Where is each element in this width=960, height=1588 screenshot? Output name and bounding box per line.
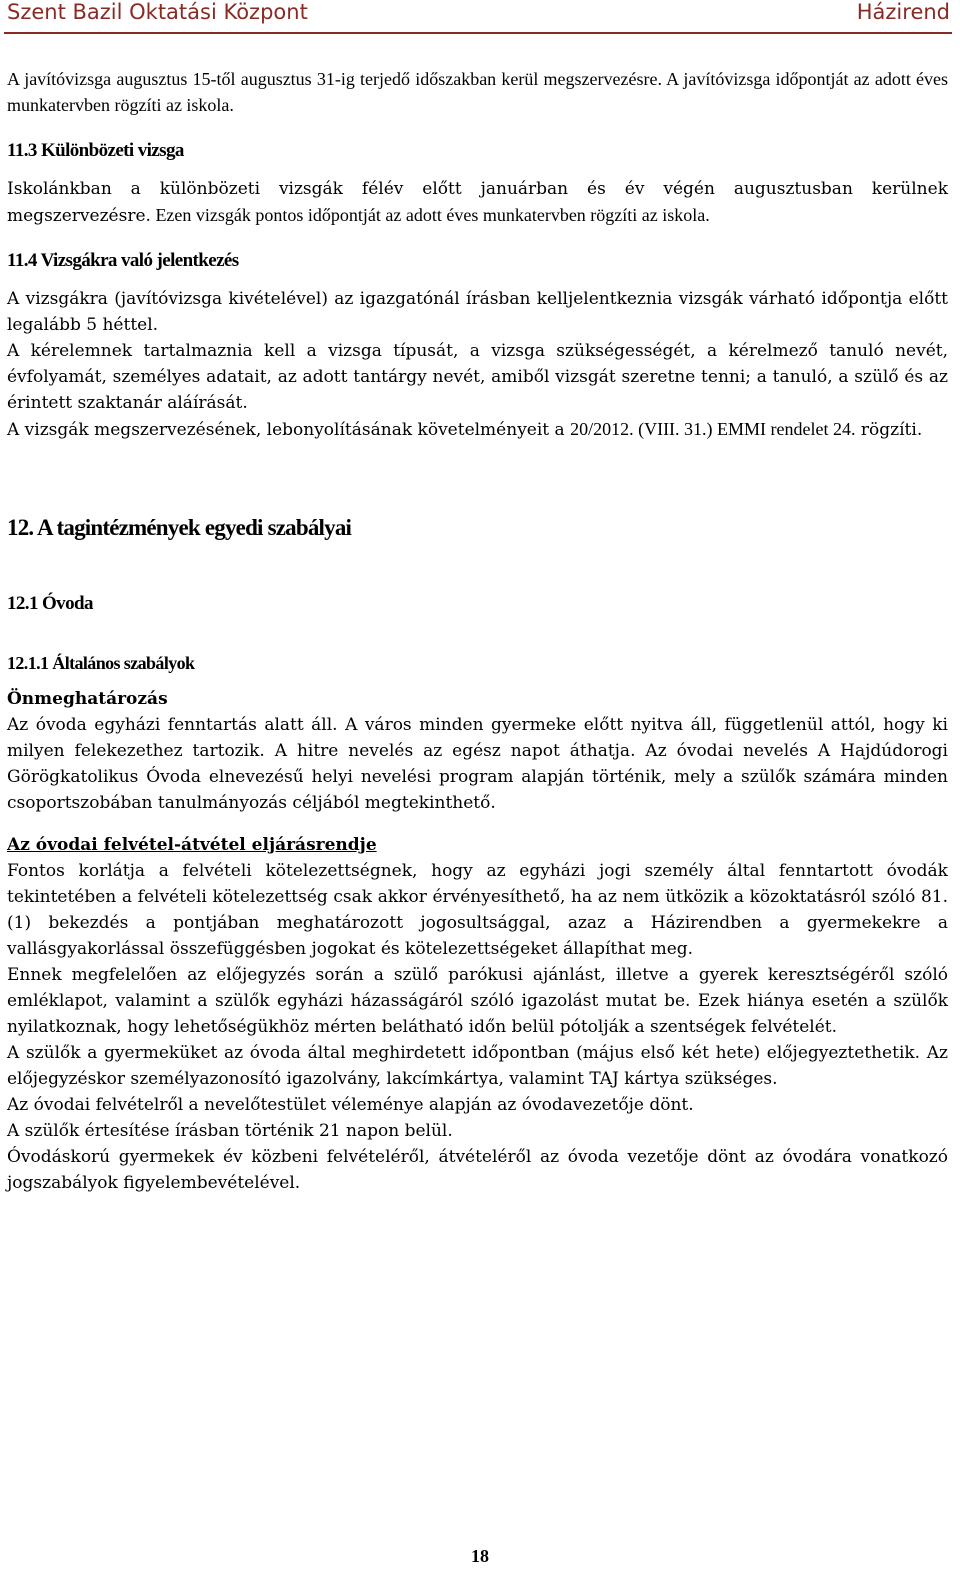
header-doc-title: Házirend [856, 0, 950, 24]
paragraph-regulation-c: rögzíti. [855, 420, 923, 440]
subheading-self-definition: Önmeghatározás [7, 689, 168, 709]
paragraph-retake-exam: A javítóvizsga augusztus 15-től augusztus 31-ig terjedő időszakban kerül megszervezésre. A javítóvizsga időpontját az adott éves munkatervben rögzíti az iskola. [7, 69, 948, 115]
paragraph-regulation [7, 416, 948, 443]
paragraph-application: A vizsgákra (javítóvizsga kivételével) az igazgatónál írásban kelljelentkeznia vizsgák várható időpontja előtt legalább 5 héttel. [7, 289, 948, 335]
page-number: 18 [471, 1546, 489, 1566]
paragraph-admission-limit: Fontos korlátja a felvételi kötelezettségnek, hogy az egyházi jogi személy által fenntartott óvodák tekintetében a felvételi kötelezettség csak akkor érvényesíthető, ha az nem ütközik a közoktatásról szóló 81. (1) bekezdés a pontjában meghatározott jogosultsággal, azaz a Házirendben a gyermekekre a vallásgyakorlással összefüggésben jogokat és kötelezettségeket állapíthat meg. [7, 861, 948, 959]
page-header [7, 0, 950, 32]
heading-11-3: 11.3 Különbözeti vizsga [7, 140, 184, 161]
paragraph-regulation-a: A vizsgák megszervezésének, lebonyolításának követelményeit a [7, 420, 571, 440]
subheading-admission: Az óvodai felvétel-átvétel eljárásrendje [7, 835, 377, 855]
paragraph-registration-period: A szülők a gyermeküket az óvoda által meghirdetett időpontban (május első két hete) előjegyeztethetik. Az előjegyzéskor személyazonosító igazolvány, lakcímkártya, valamint TAJ kártya szükséges. [7, 1043, 948, 1089]
paragraph-notification: A szülők értesítése írásban történik 21 napon belül. [7, 1121, 453, 1141]
paragraph-pre-registration: Ennek megfelelően az előjegyzés során a szülő parókusi ajánlást, illetve a gyerek keresztségéről szóló emléklapot, valamint a szülők egyházi házasságáról szóló igazolást mutat be. Ezek hiánya esetén a szülők nyilatkoznak, hogy lehetőségükhöz mérten belátható időn belül pótolják a szentségek felvételét. [7, 965, 948, 1037]
paragraph-difference-exam-b: Ezen vizsgák pontos időpontját az adott éves munkatervben rögzíti az iskola. [150, 205, 710, 225]
paragraph-self-definition: Az óvoda egyházi fenntartás alatt áll. A város minden gyermeke előtt nyitva áll, függetlenül attól, hogy ki milyen felekezethez tartozik. A hitre nevelés az egész napot áthatja. Az óvodai nevelés A Hajdúdorogi Görögkatolikus Óvoda elnevezésű helyi nevelési program alapján történik, mely a szülők számára minden csoportszobában tanulmányozás céljából megtekinthető. [7, 715, 948, 813]
paragraph-regulation-b: 20/2012. (VIII. 31.) EMMI rendelet 24. [570, 419, 856, 439]
header-org-name: Szent Bazil Oktatási Központ [7, 0, 308, 24]
paragraph-request-content: A kérelemnek tartalmaznia kell a vizsga típusát, a vizsga szükségességét, a kérelmező tanuló nevét, évfolyamát, személyes adatait, az adott tantárgy nevét, amiből vizsgát szeretne tenni; a tanuló, a szülő és az érintett szaktanár aláírását. [7, 341, 948, 413]
paragraph-midyear-admission: Óvodáskorú gyermekek év közbeni felvételéről, átvételéről az óvoda vezetője dönt az óvodára vonatkozó jogszabályok figyelembevételével. [7, 1147, 948, 1193]
paragraph-difference-exam-a: Iskolánkban a különbözeti vizsgák félév előtt januárban és év végén augusztusban kerülnek megszervezésre. [7, 179, 948, 226]
heading-12: 12. A tagintézmények egyedi szabályai [7, 515, 352, 540]
header-rule [4, 32, 952, 34]
document-body [7, 66, 948, 1196]
heading-11-4: 11.4 Vizsgákra való jelentkezés [7, 250, 239, 271]
paragraph-decision: Az óvodai felvételről a nevelőtestület véleménye alapján az óvodavezetője dönt. [7, 1095, 694, 1115]
paragraph-difference-exam [7, 176, 948, 229]
heading-12-1: 12.1 Óvoda [7, 593, 93, 614]
heading-12-1-1: 12.1.1 Általános szabályok [7, 653, 195, 673]
